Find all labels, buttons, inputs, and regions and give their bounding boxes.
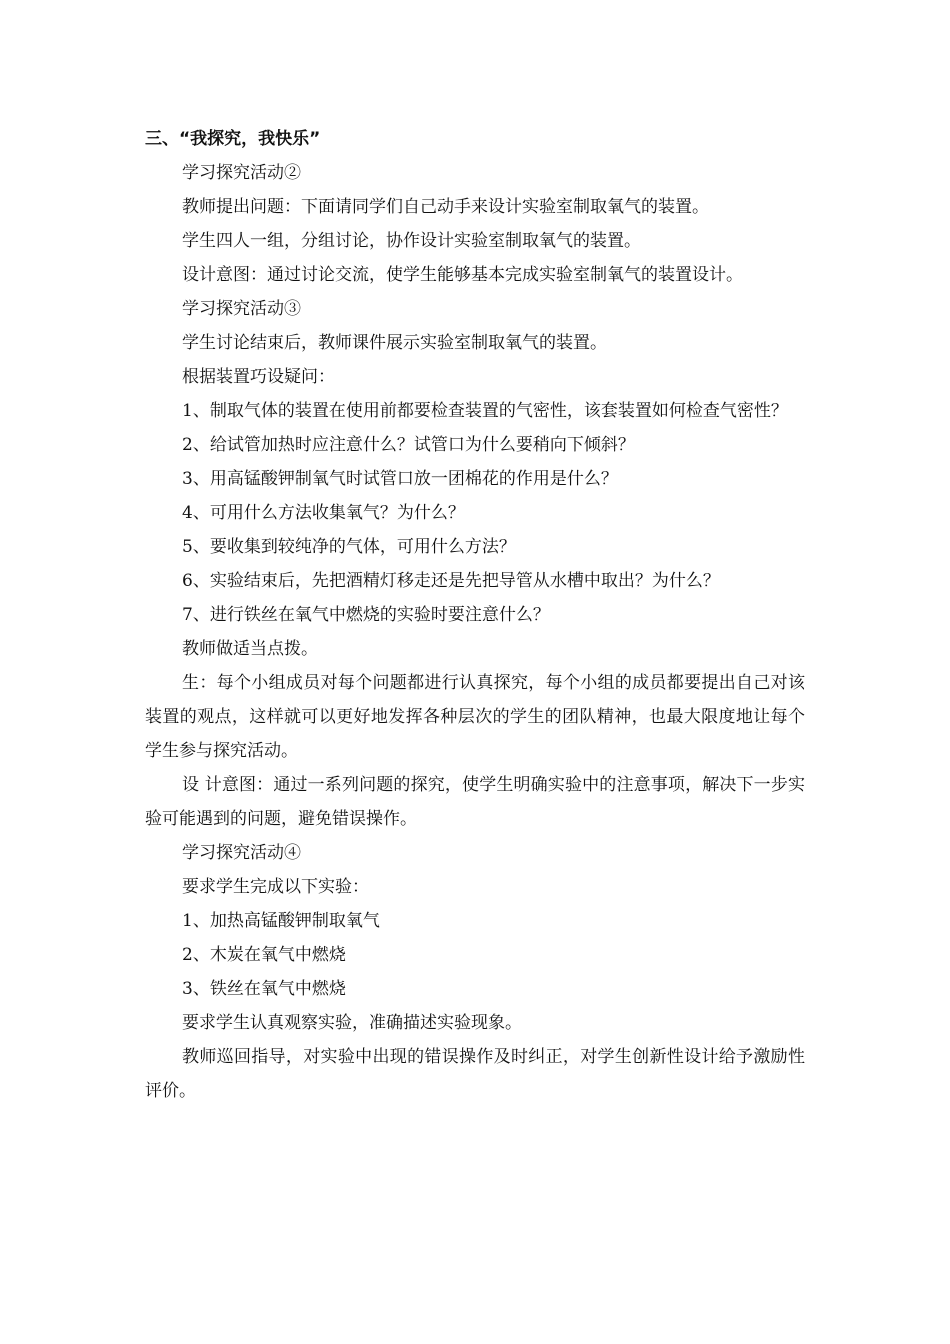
paragraph-courseware-display: 学生讨论结束后，教师课件展示实验室制取氧气的装置。: [182, 333, 607, 353]
paragraph-teacher-question: 教师提出问题：下面请同学们自己动手来设计实验室制取氧气的装置。: [182, 197, 709, 217]
paragraph-activity-2: 学习探究活动②: [182, 163, 301, 183]
document-body: [145, 122, 805, 1108]
paragraph-activity-3: 学习探究活动③: [182, 299, 301, 319]
paragraph-question-6: 6、实验结束后，先把酒精灯移走还是先把导管从水槽中取出？为什么？: [182, 571, 720, 591]
paragraph-activity-4: 学习探究活动④: [182, 843, 301, 863]
paragraph-question-1: 1、制取气体的装置在使用前都要检查装置的气密性，该套装置如何检查气密性？: [182, 401, 788, 421]
paragraph-design-intent-1: 设计意图：通过讨论交流，使学生能够基本完成实验室制氧气的装置设计。: [182, 265, 743, 285]
paragraph-student-exploration: 生：每个小组成员对每个问题都进行认真探究，每个小组的成员都要提出自己对该装置的观点，这样就可以更好地发挥各种层次的学生的团队精神，也最大限度地让每个学生参与探究活动。: [145, 673, 805, 761]
paragraph-teacher-guidance: 教师做适当点拨。: [182, 639, 318, 659]
paragraph-question-4: 4、可用什么方法收集氧气？为什么？: [182, 503, 465, 523]
paragraph-experiment-1: 1、加热高锰酸钾制取氧气: [182, 911, 380, 931]
paragraph-design-intent-2: 设 计意图：通过一系列问题的探究，使学生明确实验中的注意事项，解决下一步实验可能遇到的问题，避免错误操作。: [145, 775, 805, 829]
paragraph-question-2: 2、给试管加热时应注意什么？试管口为什么要稍向下倾斜？: [182, 435, 635, 455]
paragraph-experiment-3: 3、铁丝在氧气中燃烧: [182, 979, 346, 999]
paragraph-questions-intro: 根据装置巧设疑问：: [182, 367, 335, 387]
paragraph-group-discussion: 学生四人一组，分组讨论，协作设计实验室制取氧气的装置。: [182, 231, 641, 251]
paragraph-experiment-2: 2、木炭在氧气中燃烧: [182, 945, 346, 965]
paragraph-question-3: 3、用高锰酸钾制氧气时试管口放一团棉花的作用是什么？: [182, 469, 618, 489]
paragraph-teacher-patrol: 教师巡回指导，对实验中出现的错误操作及时纠正，对学生创新性设计给予激励性评价。: [145, 1047, 805, 1101]
paragraph-question-7: 7、进行铁丝在氧气中燃烧的实验时要注意什么？: [182, 605, 550, 625]
section-heading: 三、“我探究，我快乐”: [145, 129, 321, 149]
paragraph-experiment-requirements: 要求学生完成以下实验：: [182, 877, 369, 897]
paragraph-observe-experiment: 要求学生认真观察实验，准确描述实验现象。: [182, 1013, 522, 1033]
paragraph-question-5: 5、要收集到较纯净的气体，可用什么方法？: [182, 537, 516, 557]
